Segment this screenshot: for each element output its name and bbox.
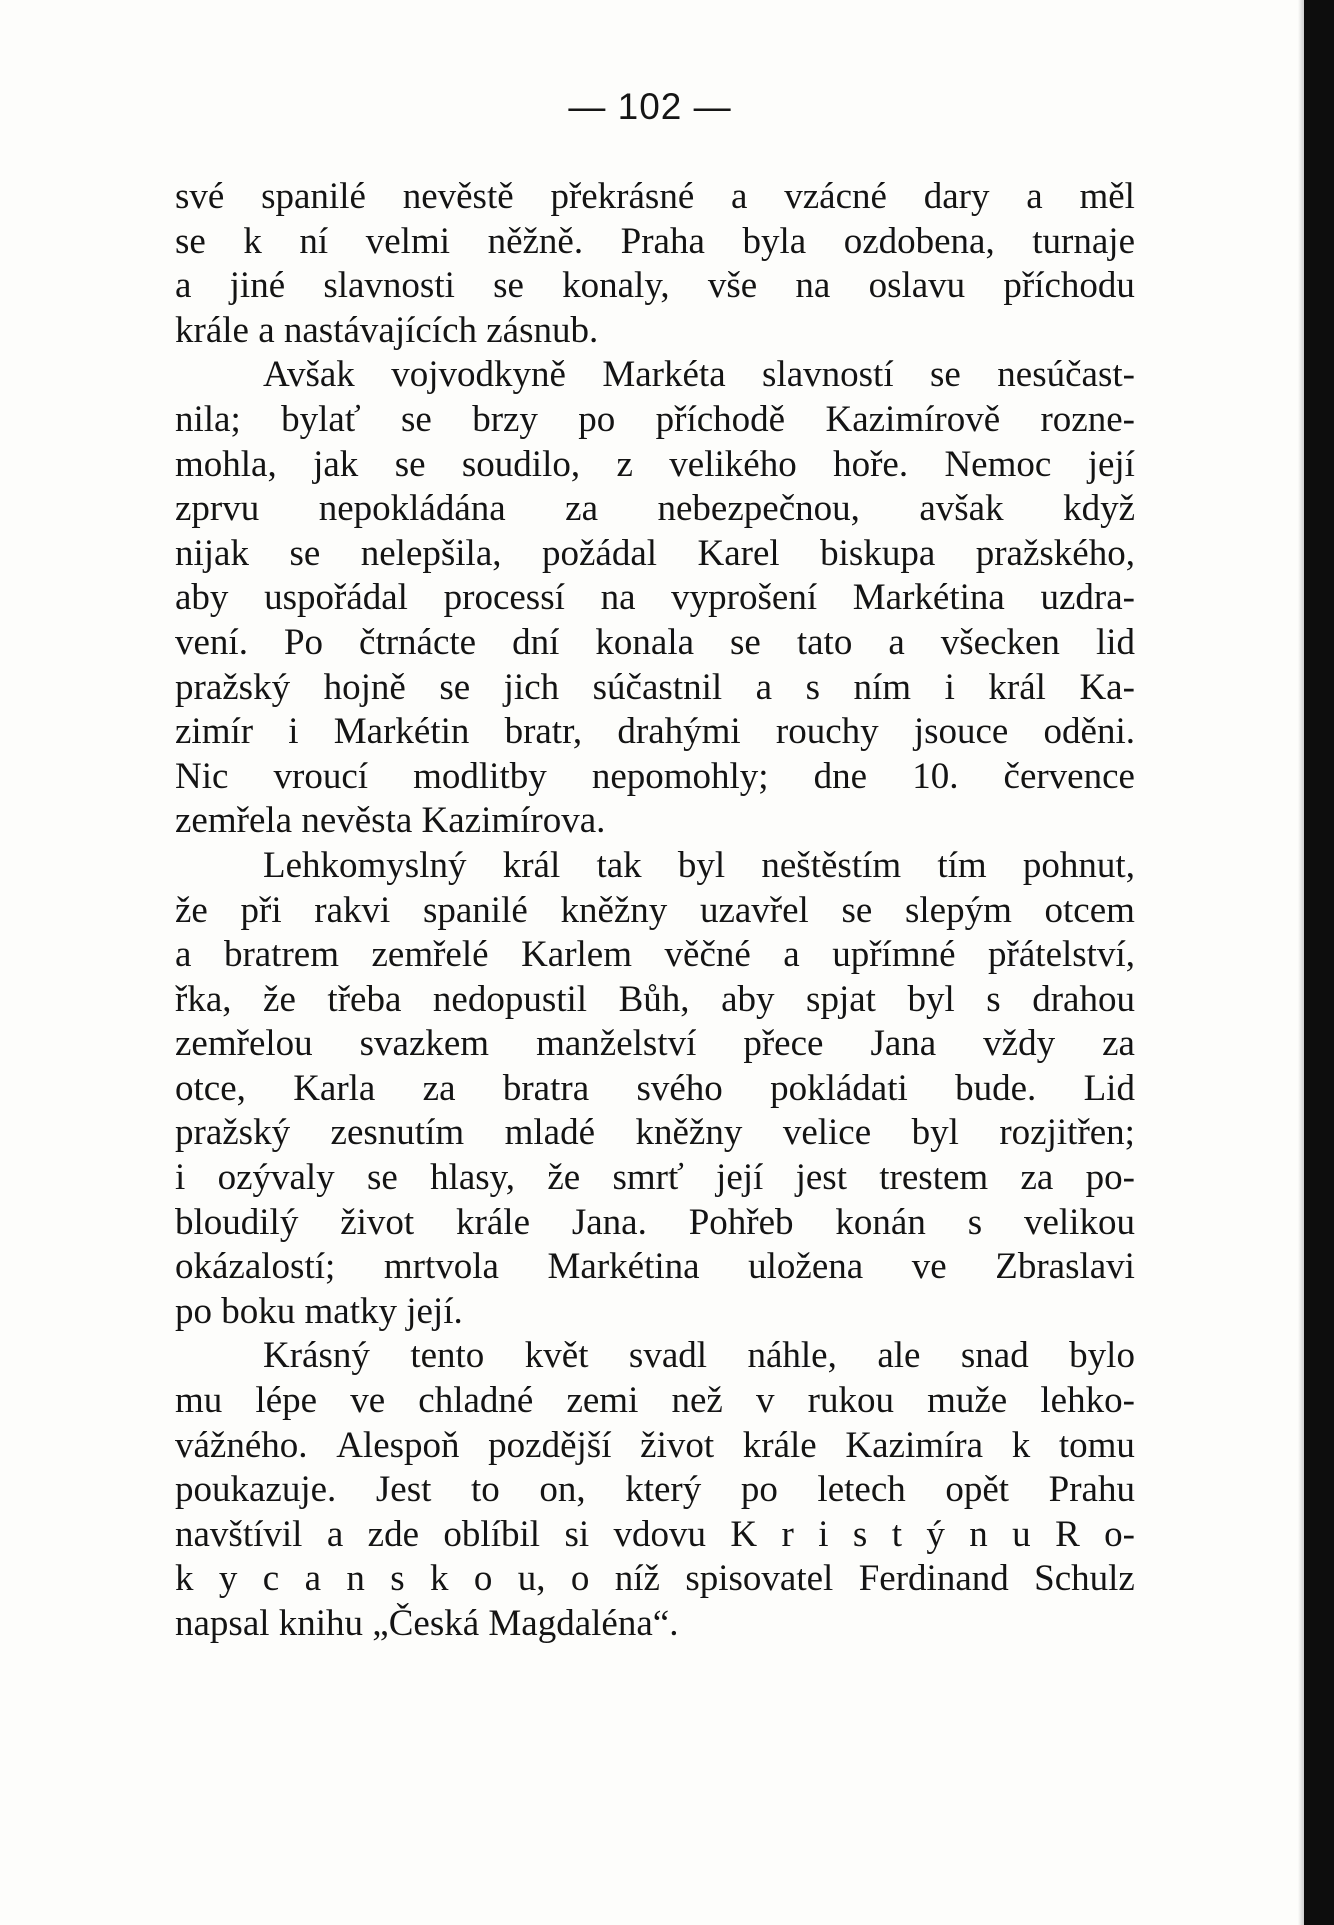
- word: její: [716, 1157, 764, 1199]
- word: Karla: [293, 1067, 376, 1109]
- word: nijak: [175, 532, 249, 574]
- book-spine: [1304, 0, 1334, 1925]
- word: a: [175, 265, 192, 307]
- word: poukazuje.: [175, 1469, 337, 1511]
- word: dní: [512, 621, 560, 663]
- word: vážného.: [175, 1424, 308, 1466]
- word: spisovatel: [685, 1558, 834, 1600]
- word: vdovu: [613, 1513, 707, 1555]
- word: jiné: [229, 265, 286, 307]
- word: pražský: [175, 1112, 291, 1154]
- word: konaly,: [562, 265, 670, 307]
- word: se: [730, 621, 761, 663]
- word: u,: [517, 1558, 546, 1600]
- word: k: [430, 1558, 449, 1600]
- word: příchodě: [655, 398, 786, 440]
- text-line: [175, 1067, 1135, 1112]
- word: a: [1026, 176, 1043, 217]
- word: ý: [926, 1513, 945, 1555]
- word: květ: [524, 1335, 589, 1377]
- text-line: [175, 443, 1135, 488]
- text-line: [175, 1334, 1135, 1379]
- word: snad: [960, 1335, 1029, 1377]
- text-line: krále a nastávajících zásnub.: [175, 309, 599, 351]
- word: zprvu: [175, 488, 260, 530]
- word: drahou: [1032, 978, 1135, 1020]
- word: s: [967, 1201, 983, 1243]
- text-line: [175, 353, 1135, 398]
- word: se: [289, 532, 321, 574]
- word: tak: [596, 844, 642, 886]
- word: se: [401, 398, 432, 440]
- word: Lehkomyslný: [263, 844, 467, 886]
- word: uzavřel: [699, 889, 809, 931]
- word: ale: [877, 1335, 921, 1377]
- word: muže: [927, 1380, 1008, 1422]
- word: rakvi: [314, 889, 391, 931]
- word: něžně.: [487, 220, 584, 262]
- word: její: [1087, 443, 1135, 485]
- word: a: [326, 1513, 344, 1555]
- word: na: [795, 265, 831, 307]
- word: n: [969, 1513, 988, 1555]
- word: Praha: [620, 220, 705, 262]
- word: se: [493, 265, 524, 307]
- word: vroucí: [273, 755, 369, 797]
- word: byl: [907, 978, 955, 1020]
- word: soudilo,: [461, 443, 581, 485]
- word: k: [1011, 1424, 1031, 1466]
- word: i: [288, 711, 299, 753]
- word: si: [564, 1513, 590, 1555]
- word: za: [1020, 1157, 1054, 1199]
- word: o: [570, 1558, 590, 1600]
- word: spjat: [806, 978, 876, 1020]
- word: vojvodkyně: [391, 354, 566, 396]
- text-line: [175, 1468, 1135, 1513]
- word: i: [818, 1513, 829, 1555]
- word: aby: [721, 978, 775, 1020]
- word: po: [740, 1469, 778, 1511]
- word: vyprošení: [671, 577, 818, 619]
- word: n: [346, 1558, 365, 1600]
- word: všecken: [940, 621, 1060, 663]
- text-line: [175, 1022, 1135, 1067]
- word: zemřelé: [371, 934, 489, 976]
- word: drahými: [617, 711, 741, 753]
- word: dne: [813, 755, 868, 797]
- word: překrásné: [550, 176, 695, 217]
- word: za: [422, 1067, 456, 1109]
- word: velikou: [1023, 1201, 1135, 1243]
- word: hlasy,: [430, 1157, 516, 1199]
- word: tento: [410, 1335, 485, 1377]
- text-line: [175, 1111, 1135, 1156]
- word: ve: [350, 1380, 386, 1422]
- word: chladné: [418, 1380, 534, 1422]
- word: Kazimíra: [845, 1424, 984, 1466]
- word: y: [218, 1558, 238, 1600]
- word: spanilé: [422, 889, 528, 931]
- text-line: [175, 264, 1135, 309]
- word: navštívil: [175, 1513, 303, 1555]
- word: avšak: [919, 488, 1004, 530]
- word: pražského,: [975, 532, 1135, 574]
- text-line: [175, 1557, 1135, 1602]
- word: bylať: [281, 398, 361, 440]
- word: bratr,: [504, 711, 583, 753]
- word: to: [470, 1469, 500, 1511]
- word: i: [175, 1157, 186, 1199]
- word: krále: [742, 1424, 817, 1466]
- text-line: [175, 1245, 1135, 1290]
- word: přece: [743, 1023, 824, 1065]
- word: byl: [911, 1112, 959, 1154]
- word: 10.: [912, 755, 959, 797]
- word: mohla,: [175, 443, 277, 485]
- word: Bůh,: [618, 978, 690, 1020]
- word: že: [547, 1157, 581, 1199]
- word: nedopustil: [432, 978, 588, 1020]
- word: za: [1102, 1023, 1135, 1065]
- word: příchodu: [1003, 265, 1135, 307]
- word: v: [756, 1380, 775, 1422]
- text-line: [175, 1156, 1135, 1201]
- word: konala: [595, 621, 695, 663]
- word: Avšak: [263, 354, 355, 396]
- word: svého: [636, 1067, 723, 1109]
- word: tato: [796, 621, 853, 663]
- text-line: [175, 889, 1135, 934]
- word: t: [891, 1513, 902, 1555]
- text-line: [175, 487, 1135, 532]
- word: že: [175, 889, 208, 931]
- word: mu: [175, 1380, 223, 1422]
- word: u: [1012, 1513, 1031, 1555]
- word: na: [600, 577, 636, 619]
- body-text: [175, 175, 1135, 1647]
- word: krále: [456, 1201, 530, 1243]
- word: kněžny: [635, 1112, 743, 1154]
- word: upřímné: [832, 934, 956, 976]
- word: otcem: [1044, 889, 1135, 931]
- word: ozývaly: [217, 1157, 335, 1199]
- word: okázalostí;: [175, 1246, 336, 1288]
- word: a: [783, 934, 800, 976]
- word: když: [1063, 488, 1135, 530]
- word: ve: [911, 1246, 947, 1288]
- word: k: [175, 1558, 194, 1600]
- word: zemřelou: [175, 1023, 313, 1065]
- word: Jana.: [571, 1201, 647, 1243]
- word: se: [175, 220, 206, 262]
- word: Ka-: [1079, 666, 1135, 708]
- word: vše: [707, 265, 758, 307]
- word: přátelství,: [988, 934, 1135, 976]
- word: život: [340, 1201, 415, 1243]
- word: bratrem: [223, 934, 339, 976]
- word: pokládati: [770, 1067, 908, 1109]
- word: o-: [1104, 1513, 1135, 1555]
- word: bude.: [955, 1067, 1037, 1109]
- word: mladé: [504, 1112, 596, 1154]
- word: rozjitřen;: [999, 1112, 1135, 1154]
- word: opět: [945, 1469, 1010, 1511]
- word: ní: [299, 220, 329, 262]
- word: věčné: [664, 934, 751, 976]
- word: že: [263, 978, 296, 1020]
- word: bratra: [502, 1067, 590, 1109]
- word: oslavu: [868, 265, 966, 307]
- word: král: [502, 844, 561, 886]
- word: pražský: [175, 666, 291, 708]
- word: processí: [443, 577, 565, 619]
- text-line: [175, 1201, 1135, 1246]
- word: hojně: [323, 666, 406, 708]
- word: Jest: [375, 1469, 432, 1511]
- word: tomu: [1058, 1424, 1135, 1466]
- word: a: [304, 1558, 321, 1600]
- word: zesnutím: [330, 1112, 465, 1154]
- word: Krásný: [263, 1335, 370, 1377]
- word: Karel: [697, 532, 780, 574]
- word: Nic: [175, 755, 229, 797]
- word: s: [805, 666, 821, 708]
- word: Schulz: [1034, 1558, 1135, 1600]
- word: bloudilý: [175, 1201, 299, 1243]
- word: a: [888, 621, 905, 663]
- word: Markéta: [602, 354, 726, 396]
- word: července: [1003, 755, 1135, 797]
- word: velice: [782, 1112, 872, 1154]
- word: biskupa: [820, 532, 936, 574]
- word: ozdobena,: [843, 220, 995, 262]
- word: oblíbil: [443, 1513, 541, 1555]
- word: otce,: [175, 1067, 246, 1109]
- word: Ferdinand: [858, 1558, 1009, 1600]
- text-line: [175, 175, 1135, 220]
- text-line: [175, 844, 1135, 889]
- word: Alespoň: [336, 1424, 460, 1466]
- word: s: [986, 978, 1001, 1020]
- word: Zbraslavi: [995, 1246, 1135, 1288]
- word: Lid: [1083, 1067, 1135, 1109]
- word: po: [578, 398, 616, 440]
- word: při: [240, 889, 282, 931]
- word: on,: [539, 1469, 586, 1511]
- word: byl: [677, 844, 726, 886]
- text-line: [175, 978, 1135, 1023]
- word: svadl: [628, 1335, 708, 1377]
- word: se: [394, 443, 426, 485]
- word: se: [439, 666, 471, 708]
- word: turnaje: [1032, 220, 1135, 262]
- word: své: [175, 176, 225, 217]
- word: který: [625, 1469, 702, 1511]
- word: slavnosti: [323, 265, 455, 307]
- word: modlitby: [413, 755, 547, 797]
- word: se: [841, 889, 873, 931]
- text-line: [175, 576, 1135, 621]
- word: měl: [1079, 176, 1135, 217]
- word: spanilé: [261, 176, 366, 217]
- word: R: [1055, 1513, 1080, 1555]
- word: nevěstě: [402, 176, 514, 217]
- word: čtrnácte: [359, 621, 477, 663]
- word: požádal: [541, 532, 658, 574]
- text-line: [175, 532, 1135, 577]
- word: za: [565, 488, 599, 530]
- word: konán: [835, 1201, 926, 1243]
- word: c: [262, 1558, 280, 1600]
- word: zemi: [566, 1380, 639, 1422]
- word: smrť: [612, 1157, 684, 1199]
- word: neštěstím: [761, 844, 902, 886]
- word: velmi: [365, 220, 451, 262]
- word: rouchy: [775, 711, 879, 753]
- word: o: [473, 1558, 493, 1600]
- word: s: [852, 1513, 868, 1555]
- word: dary: [923, 176, 990, 217]
- word: Nemoc: [944, 443, 1052, 485]
- page-number: — 102 —: [568, 86, 732, 127]
- word: slavností: [762, 354, 894, 396]
- word: zimír: [175, 711, 254, 753]
- word: jich: [503, 666, 560, 708]
- word: lehko-: [1040, 1380, 1135, 1422]
- word: uspořádal: [264, 577, 408, 619]
- word: rozne-: [1040, 398, 1135, 440]
- word: pozdější: [488, 1424, 612, 1466]
- word: se: [366, 1157, 398, 1199]
- word: K: [730, 1513, 758, 1555]
- word: aby: [175, 577, 229, 619]
- word: mrtvola: [383, 1246, 499, 1288]
- word: Jana: [870, 1023, 937, 1065]
- word: k: [243, 220, 262, 262]
- text-line: [175, 1513, 1135, 1558]
- text-line: [175, 621, 1135, 666]
- word: a: [731, 176, 748, 217]
- word: nelepšila,: [360, 532, 502, 574]
- word: lépe: [255, 1380, 318, 1422]
- word: s: [390, 1558, 405, 1600]
- word: vení.: [175, 621, 248, 663]
- word: nepomohly;: [591, 755, 769, 797]
- word: níž: [614, 1558, 660, 1600]
- word: Po: [283, 621, 324, 663]
- word: hoře.: [833, 443, 909, 485]
- word: zde: [367, 1513, 420, 1555]
- word: řka,: [175, 978, 232, 1020]
- text-line: po boku matky její.: [175, 1290, 463, 1332]
- word: Pohřeb: [688, 1201, 794, 1243]
- text-line: [175, 220, 1135, 265]
- word: nebezpečnou,: [657, 488, 860, 530]
- word: vzácné: [784, 176, 887, 217]
- word: r: [781, 1513, 794, 1555]
- word: i: [944, 666, 955, 708]
- word: Markétina: [547, 1246, 700, 1288]
- text-line: [175, 1379, 1135, 1424]
- word: uzdra-: [1040, 577, 1135, 619]
- word: Kazimírově: [825, 398, 1001, 440]
- text-line: [175, 755, 1135, 800]
- word: svazkem: [359, 1023, 490, 1065]
- word: lid: [1095, 621, 1135, 663]
- text-line: zemřela nevěsta Kazimírova.: [175, 800, 606, 842]
- word: třeba: [327, 978, 402, 1020]
- word: nesúčast-: [997, 354, 1135, 396]
- word: po-: [1085, 1157, 1135, 1199]
- word: velikého: [669, 443, 797, 485]
- word: a: [175, 934, 192, 976]
- text-line: [175, 710, 1135, 755]
- word: tím: [937, 844, 987, 886]
- word: Markétina: [852, 577, 1005, 619]
- word: súčastnil: [592, 666, 723, 708]
- word: brzy: [472, 398, 538, 440]
- word: rukou: [807, 1380, 894, 1422]
- word: náhle,: [747, 1335, 837, 1377]
- text-line: [175, 933, 1135, 978]
- text-line: napsal knihu „Česká Magdaléna“.: [175, 1603, 679, 1644]
- word: bylo: [1069, 1335, 1135, 1377]
- word: než: [671, 1380, 723, 1422]
- word: oděni.: [1043, 711, 1135, 753]
- word: Markétin: [333, 711, 470, 753]
- word: byla: [742, 220, 807, 262]
- word: jest: [795, 1157, 847, 1199]
- word: Prahu: [1048, 1469, 1135, 1511]
- word: z: [616, 443, 633, 485]
- word: vždy: [983, 1023, 1056, 1065]
- word: jak: [313, 443, 359, 485]
- word: manželství: [536, 1023, 697, 1065]
- word: ním: [853, 666, 912, 708]
- word: pohnut,: [1022, 844, 1135, 886]
- word: král: [988, 666, 1046, 708]
- word: nila;: [175, 398, 241, 440]
- text-line: [175, 1424, 1135, 1469]
- word: slepým: [904, 889, 1012, 931]
- word: se: [930, 354, 961, 396]
- word: letech: [817, 1469, 906, 1511]
- word: Karlem: [521, 934, 633, 976]
- text-line: [175, 398, 1135, 443]
- word: jsouce: [913, 711, 1009, 753]
- text-line: [175, 666, 1135, 711]
- word: trestem: [879, 1157, 989, 1199]
- word: kněžny: [560, 889, 668, 931]
- word: a: [755, 666, 773, 708]
- word: nepokládána: [318, 488, 506, 530]
- word: uložena: [748, 1246, 864, 1288]
- word: život: [640, 1424, 715, 1466]
